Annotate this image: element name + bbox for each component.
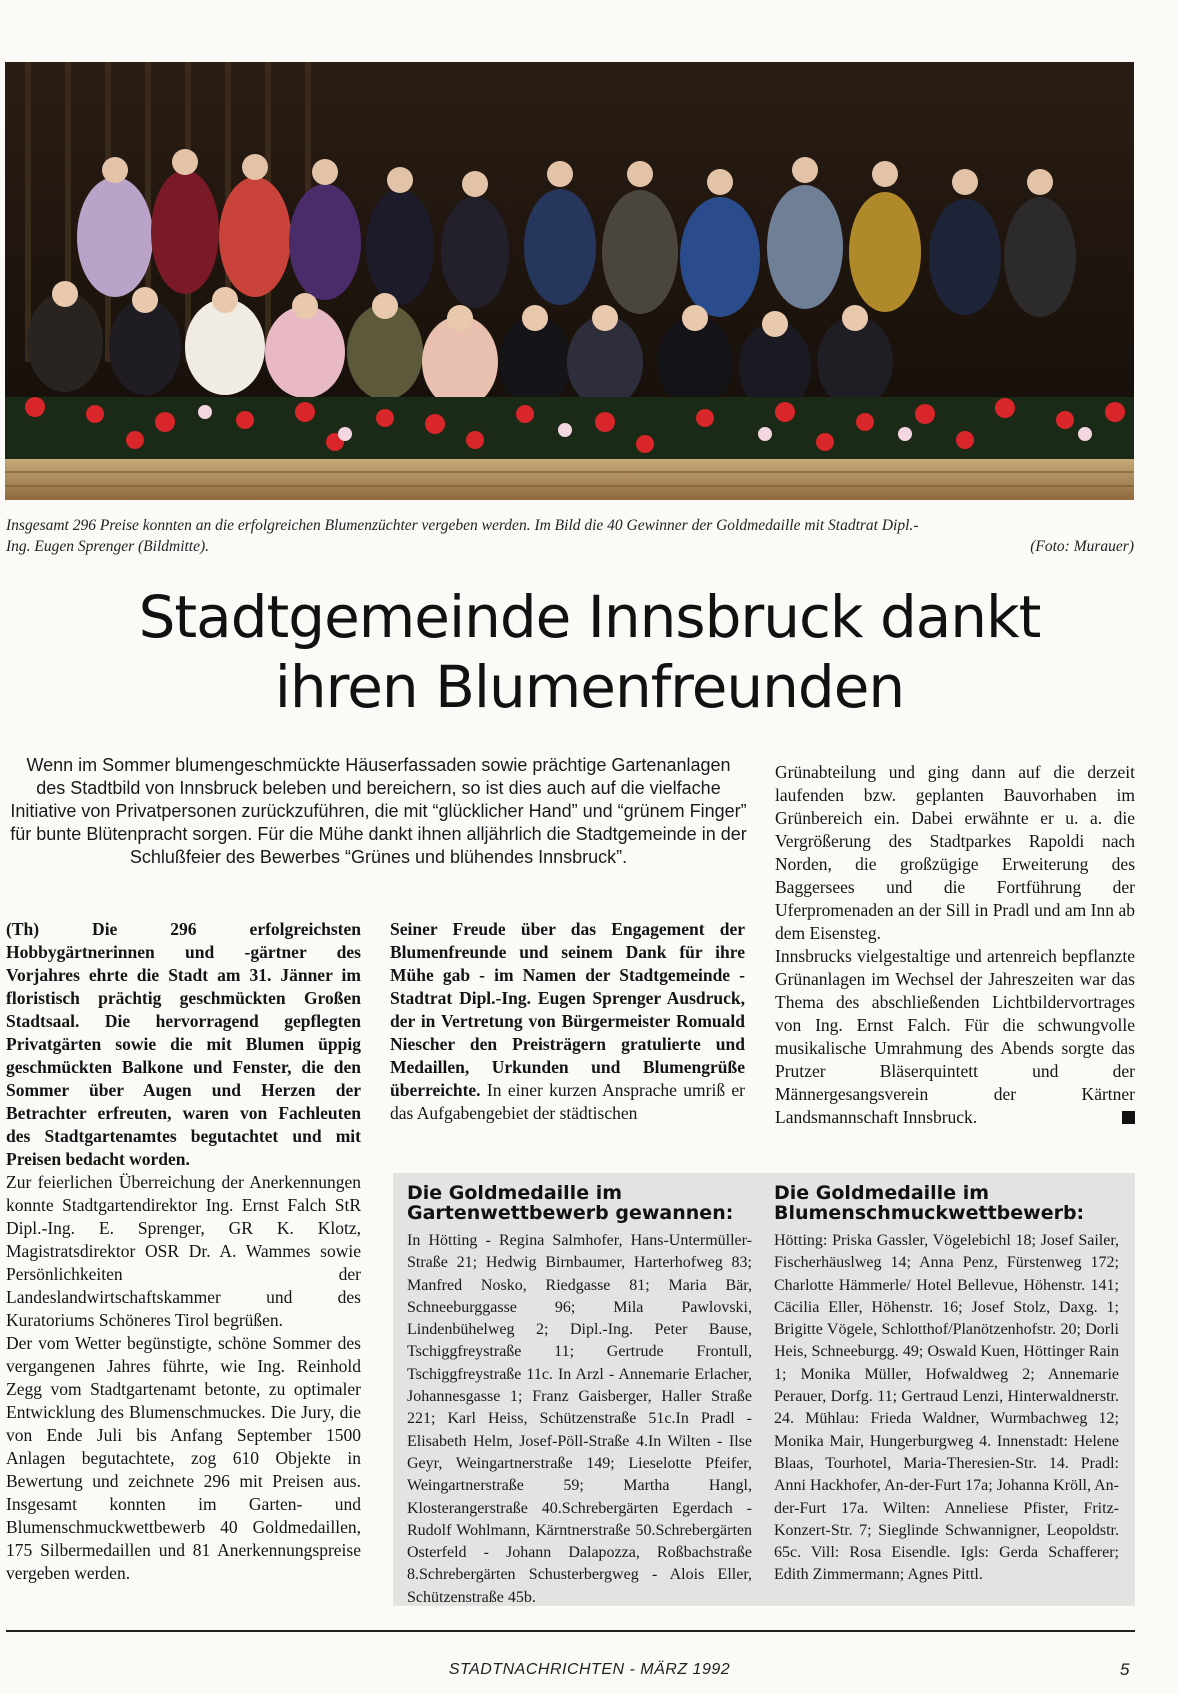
footer-rule	[6, 1630, 1135, 1632]
headline-line-1: Stadtgemeinde Innsbruck dankt	[138, 583, 1041, 651]
flower-winners-title: Die Goldmedaille im Blumenschmuckwettbewerb:	[774, 1182, 1085, 1224]
headline-line-2: ihren Blumenfreunden	[274, 653, 905, 721]
article-paragraph: Zur feierlichen Überreichung der Anerkennungen konnte Stadtgartendirektor Ing. Ernst Falch StR Dipl.-Ing. E. Sprenger, GR K. Klotz, Magistratsdirektor OSR Dr. A. Wammes sowie Persönlichkeiten der Landeslandwirtschaftskammer und des Kuratoriums Schöneres Tirol begrüßen.	[6, 1172, 361, 1330]
photo-caption	[6, 515, 1134, 557]
article-paragraph: Innsbrucks vielgestaltige und artenreich bepflanzte Grünanlagen im Wechsel der Jahreszeiten war das Thema des abschließenden Lichtbildervortrages von Ing. Ernst Falch. Für die schwungvolle musikalische Umrahmung des Abends sorgte das Prutzer Bläserquintett und der Männergesangsverein der Kärtner Landsmannschaft Innsbruck.	[775, 946, 1135, 1127]
article-column-3	[775, 761, 1135, 1129]
winners-box	[393, 1173, 1135, 1606]
article-paragraph: Der vom Wetter begünstigte, schöne Sommer des vergangenen Jahres führte, wie Ing. Reinhold Zegg vom Stadtgartenamt betonte, zu optimaler Entwicklung des Blumenschmuckes. Die Jury, die von Ende Juli bis Anfang September 1500 Anlagen begutachtete, zog 610 Objekte in Bewertung und zeichnete 296 mit Preisen aus. Insgesamt konnten im Garten- und Blumenschmuckwettbewerb 40 Goldmedaillen, 175 Silbermedaillen und 81 Anerkennungspreise vergeben werden.	[6, 1333, 361, 1583]
headline	[0, 582, 1179, 722]
garden-winners-list: In Hötting - Regina Salmhofer, Hans-Untermüller-Straße 21; Hedwig Birnbaumer, Harterhofweg 83; Manfred Nosko, Riedgasse 81; Maria Bär, Schneeburggasse 96; Mila Pawlovski, Lindenbühelweg 2; Dipl.-Ing. Peter Bause, Tschiggfreystraße 11; Gertrude Frontull, Tschiggfreystraße 11c. In Arzl - Annemarie Erlacher, Johannesgasse 1; Franz Gaisberger, Haller Straße 221; Karl Heiss, Schützenstraße 51c.In Pradl - Elisabeth Helm, Josef-Pöll-Straße 4.In Wilten - Ilse Geyr, Weingartnerstraße 149; Lieselotte Pfeifer, Weingartnerstraße 59; Martha Hangl, Klosterangerstraße 40.Schrebergärten Egerdach - Rudolf Wohlmann, Kärntnerstraße 50.Schrebergärten Osterfeld - Johann Dalapozza, Roßbachstraße 8.Schrebergärten Schusterbergweg - Alois Eller, Schützenstraße 45b.	[407, 1232, 752, 1606]
article-column-2	[390, 918, 745, 1125]
garden-winners-title: Die Goldmedaille im Gartenwettbewerb gewannen:	[407, 1182, 734, 1224]
flower-winners	[774, 1183, 1119, 1587]
group-photo	[5, 62, 1134, 500]
caption-line-1: Insgesamt 296 Preise konnten an die erfolgreichen Blumenzüchter vergeben werden. Im Bild die 40 Gewinner der Goldmedaille mit Stadtrat Dipl.-	[6, 517, 919, 534]
footer-publication: STADTNACHRICHTEN - MÄRZ 1992	[448, 1661, 731, 1678]
column-2-text: In einer kurzen Ansprache umriß er das Aufgabengebiet der städtischen	[390, 1080, 745, 1123]
garden-winners	[407, 1183, 752, 1609]
article-paragraph: Grünabteilung und ging dann auf die derzeit laufenden bzw. geplanten Bauvorhaben im Grünbereich ein. Dabei erwähnte er u. a. die Vergrößerung des Stadtparkes Rapoldi nach Norden, die großzügige Erweiterung des Baggersees und die Fortführung der Uferpromenaden an der Sill in Pradl und am Inn ab dem Eisensteg.	[775, 762, 1135, 943]
end-mark	[1122, 1111, 1135, 1124]
lead-paragraph: Wenn im Sommer blumengeschmückte Häuserfassaden sowie prächtige Gartenanlagen des Stadtbild von Innsbruck beleben und bereichern, so ist dies auch auf die vielfache Initiative von Privatpersonen zurückzuführen, die mit “glücklicher Hand” und “grünem Finger” für bunte Blütenpracht sorgen. Für die Mühe dankt ihnen alljährlich die Stadtgemeinde in der Schlußfeier des Bewerbes “Grünes und blühendes Innsbruck”.	[10, 755, 747, 867]
caption-line-2: Ing. Eugen Sprenger (Bildmitte).	[6, 538, 210, 555]
intro-bold: (Th) Die 296 erfolgreichsten Hobbygärtnerinnen und -gärtner des Vorjahres ehrte die Stadt am 31. Jänner im floristisch prächtig geschmückten Großen Stadtsaal. Die hervorragend gepflegten Privatgärten sowie die mit Blumen üppig geschmückten Balkone und Fenster, die den Sommer über Augen und Herzen der Betrachter erfreuten, waren von Fachleuten des Stadtgartenamtes begutachtet und mit Preisen bedacht worden.	[6, 919, 361, 1169]
photo-credit: (Foto: Murauer)	[1030, 538, 1134, 555]
column-2-bold: Seiner Freude über das Engagement der Blumenfreunde und seinem Dank für ihre Mühe gab - im Namen der Stadtgemeinde - Stadtrat Dipl.-Ing. Eugen Sprenger Ausdruck, der in Vertretung von Bürgermeister Romuald Niescher den Preisträgern gratulierte und Medaillen, Urkunden und Blumengrüße überreichte.	[390, 919, 745, 1100]
flower-winners-list: Hötting: Priska Gassler, Vögelebichl 18; Josef Sailer, Fischerhäuslweg 14; Anna Penz, Fürstenweg 172; Charlotte Hämmerle/ Hotel Bellevue, Höhenstr. 141; Cäcilia Eller, Höhenstr. 16; Josef Stolz, Daxg. 1; Brigitte Vögele, Schlotthof/Planötzenhofstr. 20; Dorli Heis, Schneeburgg. 49; Oswald Kuen, Höttinger Rain 1; Monika Müller, Hofwaldweg 2; Annemarie Perauer, Dorfg. 11; Gertraud Lenzi, Hinterwaldnerstr. 24. Mühlau: Frieda Waldner, Wurmbachweg 12; Monika Mair, Hungerburgweg 4. Innenstadt: Helene Blaas, Tourhotel, Maria-Theresien-Str. 14. Pradl: Anni Hackhofer, An-der-Furt 17a; Johanna Kröll, An-der-Furt 17a. Wilten: Anneliese Pfister, Fritz-Konzert-Str. 7; Sieglinde Schwannigner, Leopoldstr. 65c. Vill: Rosa Eisendle. Igls: Gerda Schafferer; Edith Zimmermann; Agnes Pittl.	[774, 1232, 1119, 1584]
article-column-1	[6, 918, 361, 1585]
group-photo-image	[5, 62, 1134, 500]
page-number: 5	[1120, 1660, 1130, 1679]
